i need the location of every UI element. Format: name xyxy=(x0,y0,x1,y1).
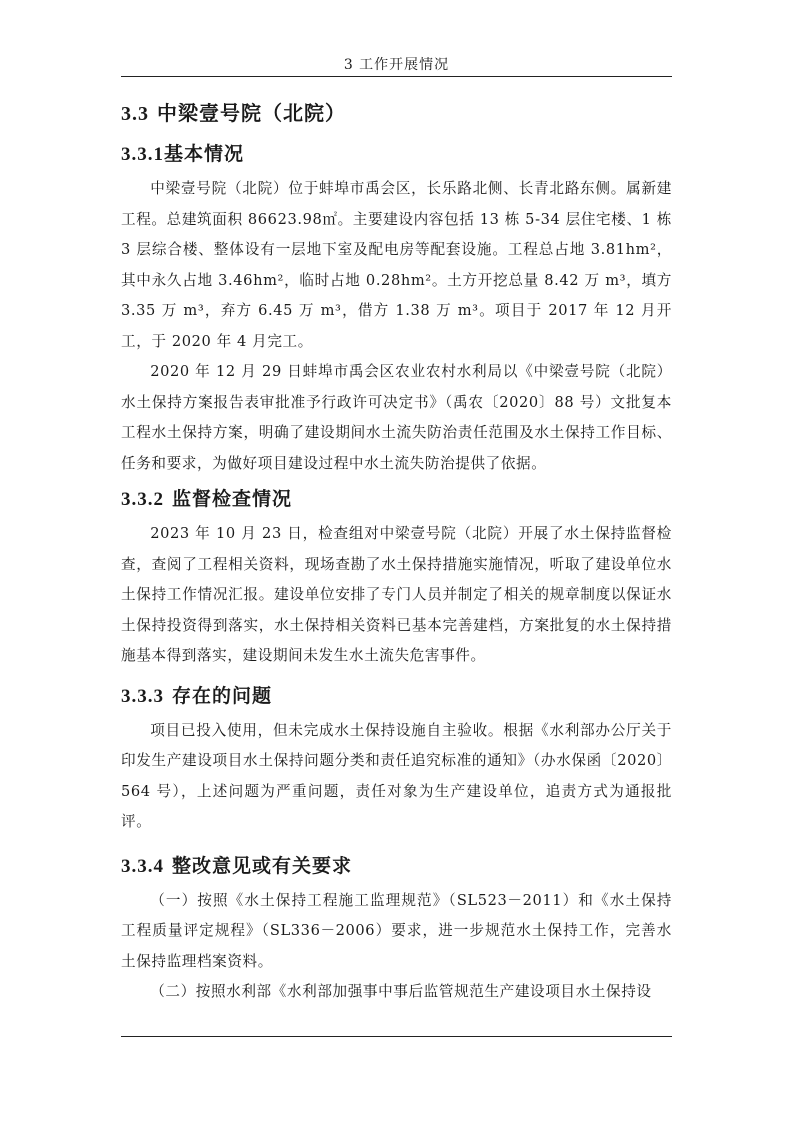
subsection-number: 3.3.3 xyxy=(121,685,164,707)
subsection-title: 整改意见或有关要求 xyxy=(172,854,353,877)
page-body xyxy=(121,92,672,1008)
paragraph: 项目已投入使用，但未完成水土保持设施自主验收。根据《水利部办公厅关于印发生产建设项目水土保持问题分类和责任追究标准的通知》（办水保函〔2020〕564 号），上述问题为严重问题，责任对象为生产建设单位，追责方式为通报批评。 xyxy=(121,721,672,830)
subsection-number: 3.3.1 xyxy=(121,144,164,165)
paragraph: 中梁壹号院（北院）位于蚌埠市禹会区，长乐路北侧、长青北路东侧。属新建工程。总建筑面积 86623.98㎡。主要建设内容包括 13 栋 5-34 层住宅楼、1 栋 3 层综合楼、整体设有一层地下室及配电房等配套设施。工程总占地 3.81hm²，其中永久占地 3.46hm²，临时占地 0.28hm²。土方开挖总量 8.42 万 m³，填方 3.35 万 m³，弃方 6.45 万 m³，借方 1.38 万 m³。项目于 2017 年 12 月开工，于 2020 年 4 月完工。 xyxy=(121,180,672,350)
footer-rule xyxy=(121,1036,672,1037)
subsection-heading xyxy=(121,846,672,886)
subsection-number: 3.3.2 xyxy=(121,489,164,510)
running-header: 3 工作开展情况 xyxy=(343,57,450,73)
subsection-number: 3.3.4 xyxy=(121,855,164,877)
header-rule xyxy=(121,76,672,77)
subsection-heading xyxy=(121,676,672,716)
subsection-title: 基本情况 xyxy=(164,143,245,165)
subsection-title: 存在的问题 xyxy=(172,684,273,707)
subsection-title: 监督检查情况 xyxy=(172,488,293,510)
section-heading xyxy=(121,92,672,134)
paragraph: 2020 年 12 月 29 日蚌埠市禹会区农业农村水利局以《中梁壹号院（北院）水土保持方案报告表审批准予行政许可决定书》（禹农〔2020〕88 号）文批复本工程水土保持方案，明确了建设期间水土流失防治责任范围及水土保持工作目标、任务和要求，为做好项目建设过程中水土流失防治提供了依据。 xyxy=(121,363,672,472)
paragraph: （二）按照水利部《水利部加强事中事后监管规范生产建设项目水土保持设 xyxy=(150,983,652,1000)
paragraph: （一）按照《水土保持工程施工监理规范》（SL523－2011）和《水土保持工程质量评定规程》（SL336－2006）要求，进一步规范水土保持工作，完善水土保持监理档案资料。 xyxy=(121,891,672,970)
subsection-heading xyxy=(121,479,672,519)
paragraph: 2023 年 10 月 23 日，检查组对中梁壹号院（北院）开展了水土保持监督检查，查阅了工程相关资料，现场查勘了水土保持措施实施情况，听取了建设单位水土保持工作情况汇报。建设单位安排了专门人员并制定了相关的规章制度以保证水土保持投资得到落实，水土保持相关资料已基本完善建档，方案批复的水土保持措施基本得到落实，建设期间未发生水土流失危害事件。 xyxy=(121,525,672,664)
section-number: 3.3 xyxy=(121,103,149,125)
subsection-heading xyxy=(121,134,672,174)
section-title: 中梁壹号院（北院） xyxy=(157,101,346,125)
